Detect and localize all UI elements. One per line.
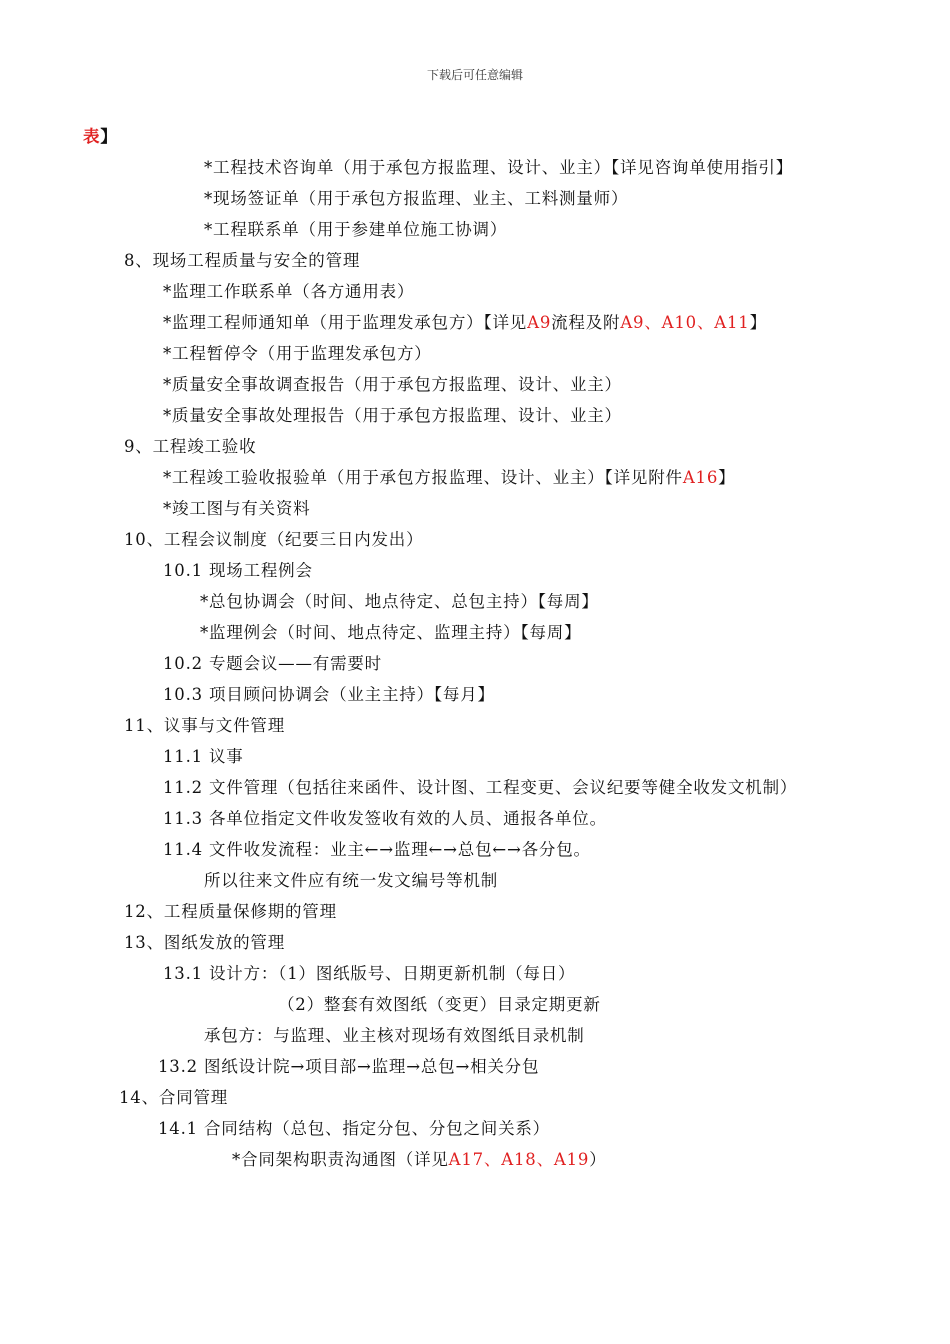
text-segment: 表: [83, 127, 101, 146]
text-line-l22: [163, 808, 607, 830]
text-line-l13: [124, 529, 423, 551]
text-segment: *工程联系单（用于参建单位施工协调）: [204, 220, 508, 239]
text-segment: *监理例会（时间、地点待定、监理主持）【每周】: [200, 623, 582, 642]
text-line-l00: [83, 126, 118, 148]
text-segment: 流程及附: [551, 313, 621, 332]
page-header: 下载后可任意编辑: [426, 68, 523, 82]
text-segment: *监理工程师通知单（用于监理发承包方）【详见: [163, 313, 528, 332]
text-segment: A16: [682, 468, 719, 487]
text-line-l32: [158, 1118, 550, 1140]
text-segment: A9: [527, 313, 552, 332]
text-segment: 11、议事与文件管理: [124, 716, 285, 735]
text-segment: *合同架构职责沟通图（详见: [232, 1150, 449, 1169]
text-segment: 8、现场工程质量与安全的管理: [124, 251, 361, 270]
text-segment: 】: [749, 313, 767, 332]
text-segment: 13、图纸发放的管理: [124, 933, 285, 952]
text-segment: 10.3 项目顾问协调会（业主主持）【每月】: [163, 685, 495, 704]
text-line-l26: [124, 932, 285, 954]
text-segment: *监理工作联系单（各方通用表）: [163, 282, 415, 301]
text-segment: *质量安全事故调查报告（用于承包方报监理、设计、业主）: [163, 375, 622, 394]
text-segment: *工程竣工验收报验单（用于承包方报监理、设计、业主）【详见附件: [163, 468, 683, 487]
text-line-l04: [124, 250, 360, 272]
text-segment: A17、A18、A19: [448, 1150, 590, 1169]
text-line-l30: [158, 1056, 539, 1078]
text-line-l14: [163, 560, 313, 582]
text-line-l17: [163, 653, 382, 675]
text-segment: *现场签证单（用于承包方报监理、业主、工料测量师）: [204, 189, 629, 208]
text-line-l20: [163, 746, 244, 768]
text-segment: 11.1 议事: [163, 747, 244, 766]
text-segment: 承包方：与监理、业主核对现场有效图纸目录机制: [204, 1026, 585, 1045]
text-segment: 9、工程竣工验收: [124, 437, 257, 456]
text-segment: A9、A10、A11: [620, 313, 750, 332]
text-line-l12: [163, 498, 310, 520]
text-segment: 14.1 合同结构（总包、指定分包、分包之间关系）: [158, 1119, 550, 1138]
text-line-l15: [200, 591, 599, 613]
text-segment: 11.2 文件管理（包括往来函件、设计图、工程变更、会议纪要等健全收发文机制）: [163, 778, 798, 797]
text-segment: 13.1 设计方：（1）图纸版号、日期更新机制（每日）: [163, 964, 576, 983]
text-line-l01: [204, 157, 793, 179]
text-line-l10: [124, 436, 256, 458]
text-segment: （2）整套有效图纸（变更）目录定期更新: [278, 995, 601, 1014]
text-segment: *竣工图与有关资料: [163, 499, 311, 518]
text-line-l03: [204, 219, 507, 241]
text-line-l11: [163, 467, 735, 489]
text-line-l24: [204, 870, 498, 892]
text-segment: *工程暂停令（用于监理发承包方）: [163, 344, 432, 363]
text-line-l09: [163, 405, 622, 427]
text-line-l02: [204, 188, 628, 210]
text-line-l25: [124, 901, 337, 923]
text-line-l31: [119, 1087, 228, 1109]
text-segment: 10.2 专题会议——有需要时: [163, 654, 382, 673]
text-line-l21: [163, 777, 797, 799]
text-segment: 10、工程会议制度（纪要三日内发出）: [124, 530, 424, 549]
text-segment: 14、合同管理: [119, 1088, 229, 1107]
text-segment: *质量安全事故处理报告（用于承包方报监理、设计、业主）: [163, 406, 622, 425]
text-line-l33: [232, 1149, 607, 1171]
text-line-l19: [124, 715, 285, 737]
text-segment: *总包协调会（时间、地点待定、总包主持）【每周】: [200, 592, 599, 611]
text-segment: ）: [589, 1150, 607, 1169]
text-line-l23: [163, 839, 591, 861]
text-segment: 13.2 图纸设计院→项目部→监理→总包→相关分包: [158, 1057, 540, 1076]
text-line-l05: [163, 281, 414, 303]
text-line-l28: [278, 994, 601, 1016]
text-segment: 】: [718, 468, 736, 487]
text-line-l27: [163, 963, 575, 985]
text-line-l18: [163, 684, 495, 706]
text-segment: 11.4 文件收发流程：业主←→监理←→总包←→各分包。: [163, 840, 591, 859]
text-segment: 11.3 各单位指定文件收发签收有效的人员、通报各单位。: [163, 809, 607, 828]
text-line-l29: [204, 1025, 585, 1047]
text-segment: 所以往来文件应有统一发文编号等机制: [204, 871, 499, 890]
text-segment: *工程技术咨询单（用于承包方报监理、设计、业主）【详见咨询单使用指引】: [204, 158, 793, 177]
text-segment: 】: [100, 127, 118, 146]
text-line-l06: [163, 312, 767, 334]
text-segment: 10.1 现场工程例会: [163, 561, 313, 580]
text-line-l16: [200, 622, 581, 644]
text-line-l08: [163, 374, 622, 396]
text-line-l07: [163, 343, 432, 365]
text-segment: 12、工程质量保修期的管理: [124, 902, 337, 921]
